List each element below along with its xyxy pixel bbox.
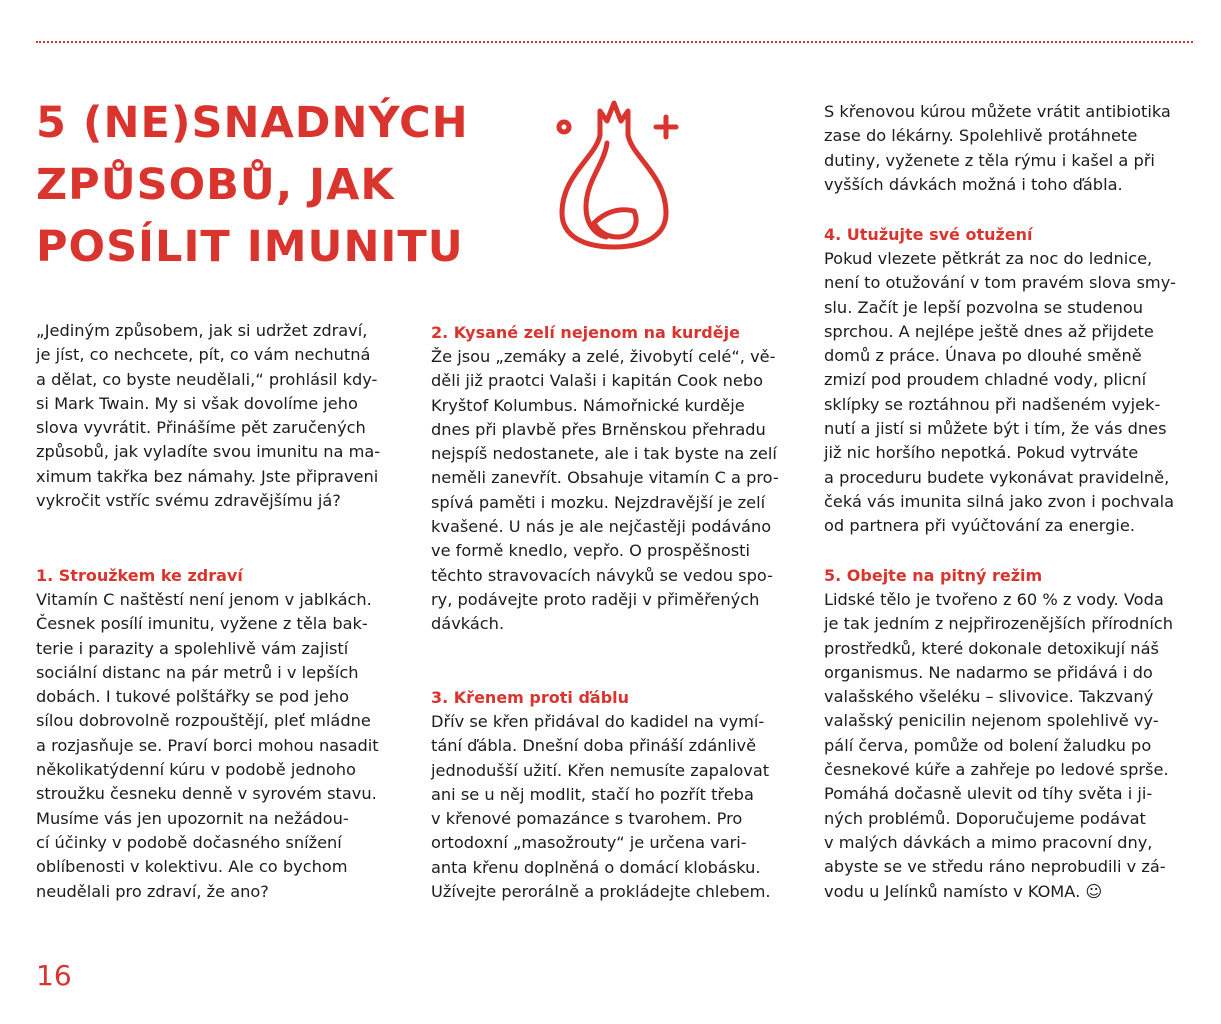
page-number: 16 (36, 959, 72, 992)
article-title (36, 92, 506, 278)
section-4 (824, 223, 1194, 539)
text-line: ani se u něj modlit, stačí ho pozřít třeba (431, 784, 754, 804)
garlic-icon (544, 95, 684, 255)
text-line: valašský penicilin nejenom spolehlivě vy- (824, 711, 1159, 731)
section-body (431, 345, 801, 637)
text-line: Vitamín C naštěstí není jenom v jablkách. (36, 590, 372, 609)
garlic-bite (594, 210, 636, 237)
section-1 (36, 564, 406, 904)
text-line: a proceduru budete vykonávat pravidelně, (824, 467, 1170, 487)
title-line: 5 (NE)SNADNÝCH (36, 98, 469, 148)
text-line: děli již praotci Valaši i kapitán Cook nebo (431, 371, 764, 391)
text-line: Kryštof Kolumbus. Námořnické kurděje (431, 395, 745, 415)
garlic-sprout (600, 103, 628, 135)
text-line: terie i parazity a spolehlivě vám zajistí (36, 638, 349, 658)
text-line: organismus. Ne nadarmo se přidává i do (824, 662, 1153, 682)
text-line: je jíst, co nechcete, pít, co vám nechutná (36, 345, 371, 365)
section-heading: 3. Křenem proti ďáblu (431, 688, 630, 707)
section-body (824, 100, 1194, 197)
intro-paragraph (36, 319, 406, 513)
sparkle-circle (559, 122, 569, 132)
text-line: česnekové kúře a zahřeje po ledové sprše. (824, 760, 1169, 780)
text-line: a dělat, co byste neudělali,“ prohlásil kdy- (36, 369, 378, 389)
intro-text (36, 319, 406, 513)
text-line: dnes při plavbě přes Brněnskou přehradu (431, 419, 766, 439)
section-heading: 1. Stroužkem ke zdraví (36, 566, 243, 585)
text-line: již nic horšího nepotká. Pokud vytrváte (824, 443, 1139, 463)
text-line: sklípky se roztáhnou při nadšeném vyjek- (824, 394, 1161, 414)
text-line: abyste se ve středu ráno neprobudili v zá- (824, 857, 1166, 877)
text-line: dávkách. (431, 614, 505, 634)
text-line: domů z práce. Únava po dlouhé směně (824, 346, 1142, 366)
section-heading: 5. Obejte na pitný režim (824, 566, 1043, 585)
text-line: je tak jedním z nejpřirozenějších přírodních (824, 614, 1174, 634)
section-3 (431, 686, 801, 904)
title-line: ZPŮSOBŮ, JAK (36, 160, 395, 210)
text-line: Česnek posílí imunitu, vyžene z těla bak- (36, 614, 368, 634)
text-line: kvašené. U nás je ale nejčastěji podáváno (431, 517, 772, 537)
text-line: Pokud vlezete pětkrát za noc do lednice, (824, 249, 1153, 268)
text-line: Musíme vás jen upozornit na nežádou- (36, 808, 349, 828)
text-line: zmizí pod proudem chladné vody, plicní (824, 370, 1147, 390)
text-line: slu. Začít je lepší pozvolna se studenou (824, 297, 1144, 317)
text-line: jednodušší užití. Křen nemusíte zapalovat (431, 760, 770, 780)
text-line: prostředků, které dokonale detoxikují náš (824, 638, 1159, 658)
text-line: několikatýdenní kúru v podobě jednoho (36, 760, 356, 780)
top-dotted-rule (36, 41, 1193, 43)
text-line: od partnera při vyúčtování za energie. (824, 516, 1135, 536)
text-line: není to otužování v tom pravém slova smy- (824, 273, 1176, 293)
text-line: valašského všeléku – slivovice. Takzvaný (824, 687, 1154, 707)
text-line: dobách. I tukové polštářky se pod jeho (36, 687, 350, 707)
text-line: a rozjasňuje se. Praví borci mohou nasadit (36, 735, 379, 755)
text-line: Lidské tělo je tvořeno z 60 % z vody. Voda (824, 590, 1164, 609)
section-heading: 4. Utužujte své otužení (824, 225, 1033, 244)
text-line: ximum takřka bez námahy. Jste připraveni (36, 466, 379, 486)
section-body (431, 710, 801, 904)
text-line: spívá paměti i mozku. Nejzdravější je zelí (431, 492, 766, 512)
text-line: ných problémů. Doporučujeme podávat (824, 808, 1146, 828)
text-line: Dřív se křen přidával do kadidel na vymí- (431, 712, 765, 731)
text-line: oblíbenosti v kolektivu. Ale co bychom (36, 857, 348, 877)
text-line: tání ďábla. Dnešní doba přináší zdánlivě (431, 736, 757, 756)
section-2 (431, 321, 801, 637)
text-line: nejspíš nedostanete, ale i tak byste na zelí (431, 444, 777, 464)
section-body (824, 588, 1194, 904)
section-heading: 2. Kysané zelí nejenom na kurděje (431, 323, 740, 342)
section-5 (824, 564, 1194, 904)
text-line: v malých dávkách a mimo pracovní dny, (824, 832, 1153, 852)
text-line: pálí červa, pomůže od bolení žaludku po (824, 735, 1152, 755)
text-line: stroužku česneku denně v syrovém stavu. (36, 784, 377, 804)
text-line: ortodoxní „masožrouty“ je určena vari- (431, 833, 747, 853)
text-line: čeká vás imunita silná jako zvon i pochvala (824, 491, 1175, 511)
text-line: anta křenu doplněná o domácí klobásku. (431, 857, 761, 877)
text-line: ve formě knedlo, vepřo. O prospěšnosti (431, 541, 751, 561)
text-line: v křenové pomazánce s tvarohem. Pro (431, 809, 743, 829)
text-line: sílou dobrovolně rozpouštějí, pleť mládne (36, 711, 371, 731)
sparkle-plus (656, 117, 676, 137)
section-body (824, 247, 1194, 539)
text-line: neměli zanevřít. Obsahuje vitamín C a pro- (431, 468, 779, 488)
text-line: způsobů, jak vyladíte svou imunitu na ma- (36, 442, 381, 462)
text-line: neudělali pro zdraví, že ano? (36, 881, 269, 901)
text-line: slova vyvrátit. Přinášíme pět zaručených (36, 418, 366, 438)
text-line: ry, podávejte proto raději v přiměřených (431, 589, 760, 609)
title-line: POSÍLIT IMUNITU (36, 222, 464, 272)
text-line: si Mark Twain. My si však dovolíme jeho (36, 393, 358, 413)
text-line: nutí a jistí si můžete být i tím, že vás dnes (824, 419, 1167, 439)
garlic-bulb-outline (562, 135, 666, 247)
section-body (36, 588, 406, 904)
text-line: sociální distanc na pár metrů i v lepších (36, 662, 359, 682)
text-line: vyšších dávkách možná i toho ďábla. (824, 174, 1123, 194)
text-line: dutiny, vyženete z těla rýmu i kašel a při (824, 150, 1155, 170)
text-line: Užívejte perorálně a prokládejte chlebem. (431, 882, 771, 902)
text-line: sprchou. A nejlépe ještě dnes až přijdete (824, 321, 1154, 341)
text-line: „Jediným způsobem, jak si udržet zdraví, (36, 321, 368, 340)
section-3-continued (824, 100, 1194, 197)
text-line: Že jsou „zemáky a zelé, živobytí celé“, vě- (431, 347, 776, 366)
text-line: vodu u Jelínků namísto v KOMA. ☺ (824, 881, 1103, 901)
text-line: těchto stravovacích návyků se vedou spo- (431, 565, 773, 585)
text-line: S křenovou kúrou můžete vrátit antibiotika (824, 102, 1171, 121)
text-line: vykročit vstříc svému zdravějšímu já? (36, 491, 341, 511)
text-line: zase do lékárny. Spolehlivě protáhnete (824, 126, 1138, 146)
text-line: Pomáhá dočasně ulevit od tíhy světa i ji- (824, 784, 1153, 804)
text-line: cí účinky v podobě dočasného snížení (36, 832, 342, 852)
